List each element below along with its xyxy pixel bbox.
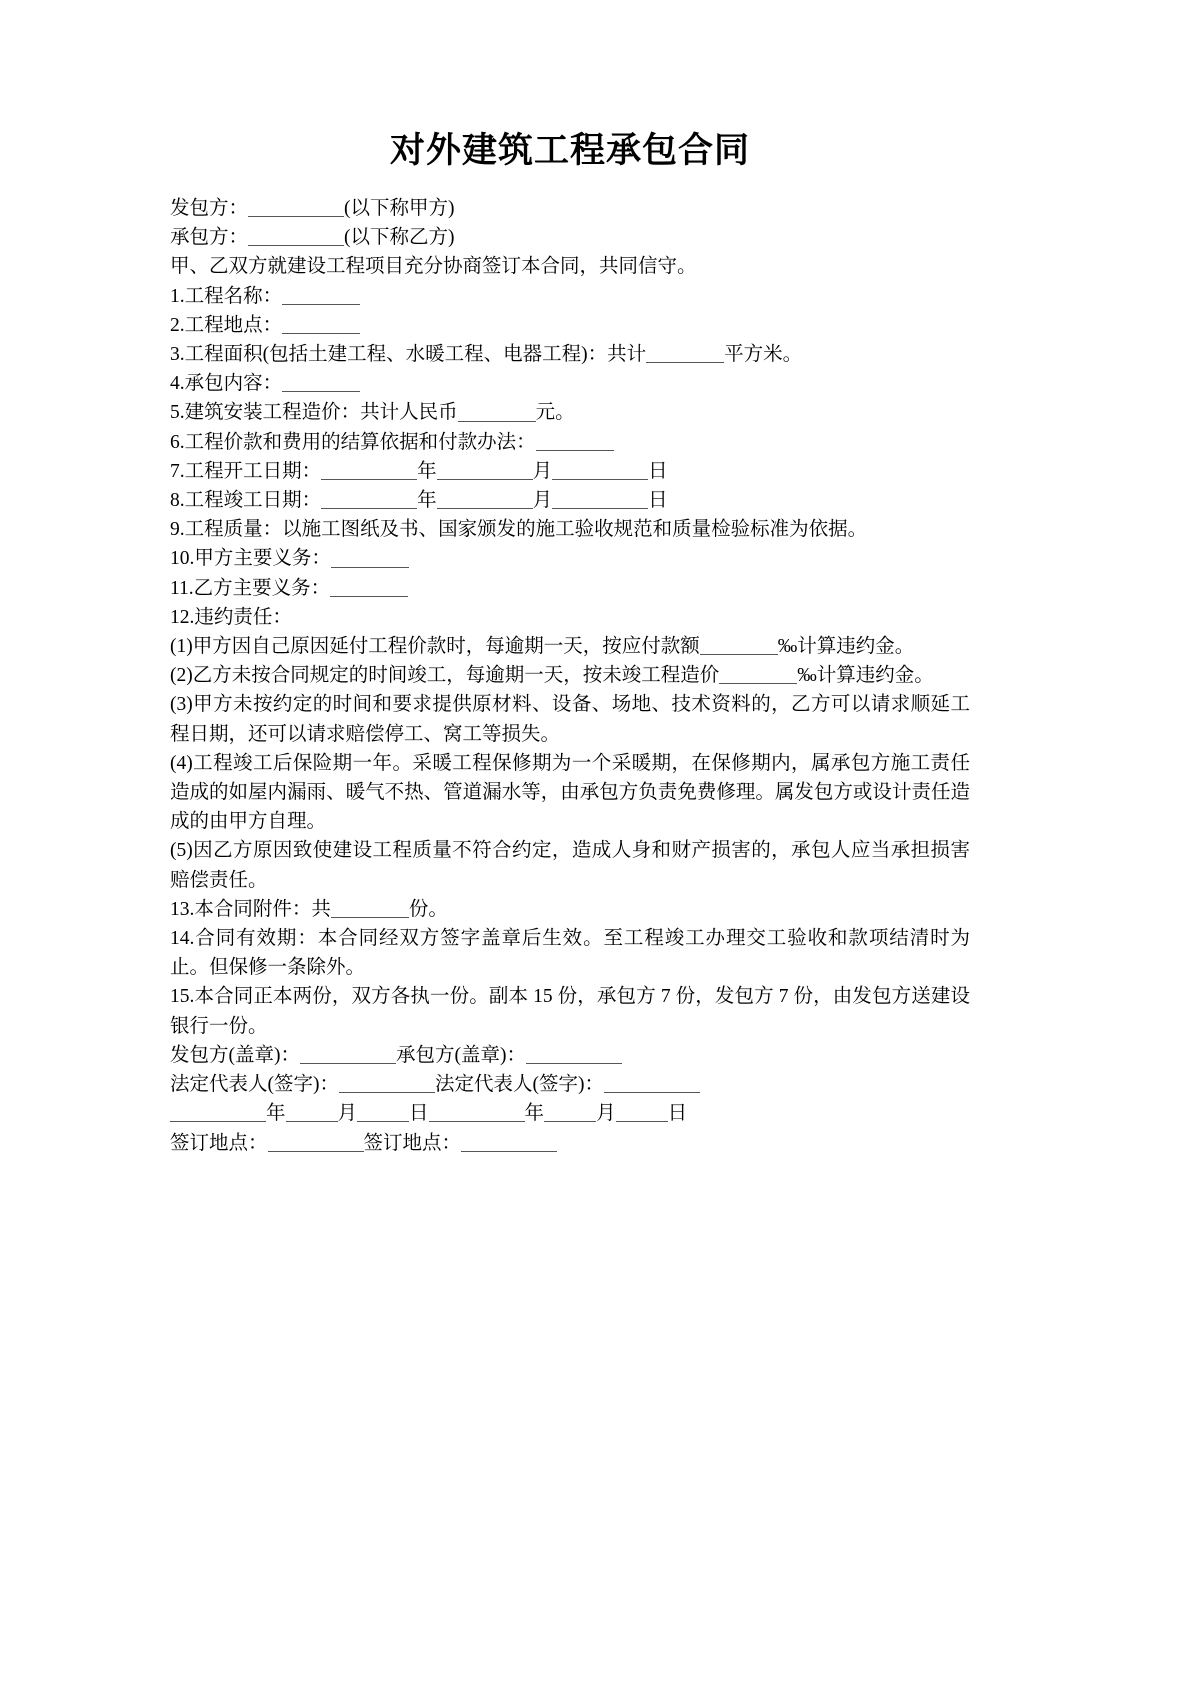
breach-item-2-marker: (2) — [170, 665, 193, 687]
clause-9 — [170, 515, 970, 544]
contractor-place-blank[interactable] — [461, 1131, 557, 1152]
clause-7-day-label: 日 — [648, 460, 668, 482]
breach-item-1 — [170, 632, 970, 661]
issuer-date-year-blank[interactable] — [170, 1102, 266, 1123]
issuer-seal-blank[interactable] — [300, 1044, 396, 1065]
contractor-seal-label: 承包方(盖章)： — [396, 1044, 526, 1066]
clause-6-blank[interactable] — [536, 430, 614, 451]
contractor-representative-blank[interactable] — [604, 1073, 700, 1094]
representative-line — [170, 1070, 970, 1099]
signing-date-line — [170, 1099, 970, 1128]
clause-2-number: 2. — [170, 314, 185, 336]
clause-14-text: 合同有效期：本合同经双方签字盖章后生效。至工程竣工办理交工验收和款项结清时为止。但保修一条除外。 — [170, 928, 970, 979]
contractor-label: 承包方： — [170, 227, 249, 249]
clause-11-blank[interactable] — [330, 576, 408, 597]
clause-7-text: 工程开工日期： — [184, 460, 322, 482]
clause-5 — [170, 398, 970, 427]
issuer-blank[interactable] — [248, 197, 344, 218]
clause-10 — [170, 544, 970, 573]
clause-3-unit: 平方米。 — [724, 344, 803, 366]
clause-7-number: 7. — [170, 460, 185, 482]
breach-item-5 — [170, 836, 970, 894]
clause-13-blank[interactable] — [331, 897, 409, 918]
clause-15-text: 本合同正本两份，双方各执一份。副本 15 份，承包方 7 份，发包方 7 份，由发包方送建设银行一份。 — [170, 986, 970, 1037]
clause-15-number: 15. — [170, 986, 195, 1008]
issuer-representative-blank[interactable] — [339, 1073, 435, 1094]
clause-7 — [170, 457, 970, 486]
clause-4-text: 承包内容： — [184, 373, 283, 395]
clause-4-blank[interactable] — [282, 372, 360, 393]
issuer-date-day-label: 日 — [409, 1103, 429, 1125]
contractor-seal-blank[interactable] — [526, 1044, 622, 1065]
breach-item-4-text: 工程竣工后保险期一年。采暖工程保修期为一个采暖期，在保修期内，属承包方施工责任造成的如屋内漏雨、暖气不热、管道漏水等，由承包方负责免费修理。属发包方或设计责任造成的由甲方自理。 — [170, 752, 970, 833]
breach-item-1-marker: (1) — [170, 636, 193, 658]
breach-item-5-text: 因乙方原因致使建设工程质量不符合约定，造成人身和财产损害的，承包人应当承担损害赔偿责任。 — [170, 840, 970, 891]
breach-item-4-marker: (4) — [170, 752, 193, 774]
clause-5-unit: 元。 — [535, 402, 575, 424]
breach-item-2 — [170, 661, 970, 690]
contractor-date-month-blank[interactable] — [544, 1102, 596, 1123]
breach-item-1-blank[interactable] — [700, 635, 778, 656]
clause-13-tail: 份。 — [408, 898, 448, 920]
issuer-representative-label: 法定代表人(签字)： — [170, 1074, 339, 1096]
clause-13-text: 本合同附件：共 — [194, 898, 331, 920]
contractor-representative-label: 法定代表人(签字)： — [435, 1074, 604, 1096]
clause-8-year-blank[interactable] — [321, 489, 417, 510]
preamble: 甲、乙双方就建设工程项目充分协商签订本合同，共同信守。 — [170, 256, 697, 278]
clause-10-blank[interactable] — [331, 547, 409, 568]
issuer-party-line — [170, 194, 970, 223]
clause-14 — [170, 924, 970, 982]
breach-item-2-text: 乙方未按合同规定的时间竣工，每逾期一天，按未竣工程造价 — [192, 665, 720, 687]
breach-item-4 — [170, 749, 970, 837]
clause-1 — [170, 282, 970, 311]
page-title: 对外建筑工程承包合同 — [389, 131, 750, 170]
clause-12-number: 12. — [170, 606, 195, 628]
clause-6-number: 6. — [170, 431, 185, 453]
clause-5-blank[interactable] — [458, 401, 536, 422]
clause-8-day-label: 日 — [648, 490, 668, 512]
clause-3-text: 工程面积(包括土建工程、水暖工程、电器工程)：共计 — [184, 344, 647, 366]
clause-7-year-blank[interactable] — [321, 459, 417, 480]
clause-15 — [170, 982, 970, 1040]
breach-item-3-marker: (3) — [170, 694, 193, 716]
clause-4 — [170, 369, 970, 398]
clause-9-number: 9. — [170, 519, 185, 541]
issuer-date-month-label: 月 — [337, 1103, 358, 1125]
clause-12-text: 违约责任： — [194, 606, 292, 628]
signing-place-line — [170, 1129, 970, 1158]
breach-item-1-text: 甲方因自己原因延付工程价款时，每逾期一天，按应付款额 — [192, 636, 700, 658]
clause-1-blank[interactable] — [282, 284, 360, 305]
clause-8-month-label: 月 — [532, 490, 553, 512]
clause-3 — [170, 340, 970, 369]
contractor-party-line — [170, 223, 970, 252]
clause-8-number: 8. — [170, 490, 185, 512]
issuer-place-blank[interactable] — [268, 1131, 364, 1152]
clause-14-number: 14. — [170, 928, 195, 950]
clause-2-blank[interactable] — [282, 313, 360, 334]
clause-8-day-blank[interactable] — [552, 489, 648, 510]
clause-5-number: 5. — [170, 402, 185, 424]
clause-3-number: 3. — [170, 344, 185, 366]
issuer-date-month-blank[interactable] — [286, 1102, 338, 1123]
clause-11 — [170, 574, 970, 603]
contractor-date-day-label: 日 — [667, 1103, 688, 1125]
clause-10-number: 10. — [170, 548, 195, 570]
contractor-date-year-blank[interactable] — [429, 1102, 525, 1123]
clause-6 — [170, 428, 970, 457]
clause-9-text: 工程质量：以施工图纸及书、国家颁发的施工验收规范和质量检验标准为依据。 — [184, 519, 868, 541]
clause-7-month-label: 月 — [532, 460, 553, 482]
breach-item-5-marker: (5) — [170, 840, 193, 862]
clause-7-month-blank[interactable] — [437, 459, 533, 480]
clause-1-number: 1. — [170, 285, 185, 307]
clause-1-text: 工程名称： — [184, 285, 283, 307]
clause-3-blank[interactable] — [646, 343, 724, 364]
contractor-date-day-blank[interactable] — [616, 1102, 668, 1123]
clause-8-month-blank[interactable] — [437, 489, 533, 510]
clause-2-text: 工程地点： — [184, 314, 283, 336]
clause-5-text: 建筑安装工程造价：共计人民币 — [184, 402, 458, 424]
issuer-place-label: 签订地点： — [170, 1132, 268, 1154]
breach-item-2-blank[interactable] — [719, 664, 797, 685]
contractor-place-label: 签订地点： — [363, 1132, 462, 1154]
issuer-suffix: (以下称甲方) — [344, 198, 455, 219]
clause-10-text: 甲方主要义务： — [194, 548, 331, 570]
clause-7-day-blank[interactable] — [552, 459, 648, 480]
clause-13 — [170, 895, 970, 924]
clause-6-text: 工程价款和费用的结算依据和付款办法： — [184, 431, 536, 453]
issuer-date-year-label: 年 — [266, 1103, 286, 1125]
contractor-blank[interactable] — [248, 226, 344, 247]
clause-8-year-label: 年 — [417, 490, 437, 512]
clause-2 — [170, 311, 970, 340]
contractor-date-month-label: 月 — [596, 1103, 616, 1125]
issuer-label: 发包方： — [170, 198, 249, 219]
document-body — [170, 130, 970, 1158]
clause-13-number: 13. — [170, 898, 195, 920]
clause-7-year-label: 年 — [417, 460, 437, 482]
clause-12 — [170, 603, 970, 632]
contractor-suffix: (以下称乙方) — [344, 227, 455, 249]
clause-4-number: 4. — [170, 373, 185, 395]
breach-item-1-tail: ‰计算违约金。 — [777, 636, 915, 658]
clause-11-text: 乙方主要义务： — [193, 577, 331, 599]
issuer-seal-label: 发包方(盖章)： — [170, 1044, 300, 1066]
seal-line — [170, 1041, 970, 1070]
breach-item-3 — [170, 690, 970, 748]
clause-11-number: 11. — [170, 577, 194, 599]
breach-item-2-tail: ‰计算违约金。 — [797, 665, 934, 687]
clause-8 — [170, 486, 970, 515]
clause-8-text: 工程竣工日期： — [184, 490, 322, 512]
contractor-date-year-label: 年 — [524, 1103, 545, 1125]
breach-item-3-text: 甲方未按约定的时间和要求提供原材料、设备、场地、技术资料的，乙方可以请求顺延工程日期，还可以请求赔偿停工、窝工等损失。 — [170, 694, 970, 745]
issuer-date-day-blank[interactable] — [357, 1102, 409, 1123]
